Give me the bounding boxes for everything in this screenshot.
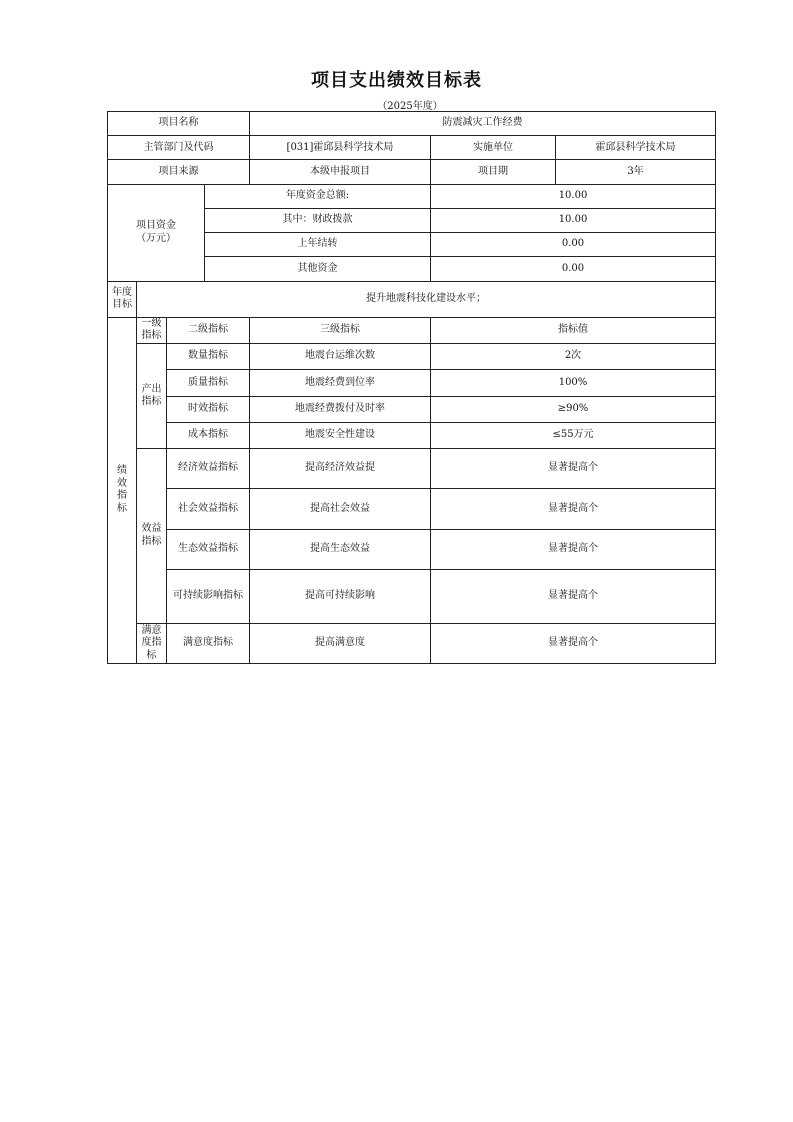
table-row (108, 422, 716, 448)
satisfaction-level2: 满意度指标 (167, 623, 250, 663)
table-row (108, 623, 716, 663)
project-name-value: 防震减灾工作经费 (250, 112, 716, 136)
benefit-label-line1: 效益 (141, 523, 162, 535)
funds-label-line2: （万元） (136, 232, 176, 244)
benefit-value: 显著提高个 (431, 570, 716, 623)
satisfaction-label-line: 标 (146, 649, 157, 661)
row-project-name (108, 112, 716, 136)
indicator-section-label (108, 317, 137, 663)
funds-fiscal-value: 10.00 (431, 208, 716, 232)
annual-goal-label-line2: 目标 (112, 299, 132, 311)
benefit-value: 显著提高个 (431, 529, 716, 569)
funds-total-value: 10.00 (431, 184, 716, 208)
period-label: 项目期 (431, 160, 556, 184)
annual-goal-value: 提升地震科技化建设水平； (137, 281, 716, 317)
funds-carryover-value: 0.00 (431, 233, 716, 257)
satisfaction-label-line: 度指 (141, 637, 162, 649)
row-funds-total (108, 184, 716, 208)
source-label: 项目来源 (108, 160, 250, 184)
output-value: 2次 (431, 344, 716, 370)
output-level2: 成本指标 (167, 422, 250, 448)
benefit-indicator-label (137, 449, 167, 624)
table-row (108, 344, 716, 370)
table-row (108, 570, 716, 623)
output-value: ≥90% (431, 396, 716, 422)
table-row (108, 396, 716, 422)
table-row (108, 449, 716, 489)
header-level1 (137, 317, 167, 343)
output-level3: 地震台运维次数 (250, 344, 431, 370)
row-source (108, 160, 716, 184)
benefit-value: 显著提高个 (431, 449, 716, 489)
funds-label (108, 184, 205, 281)
output-level2: 时效指标 (167, 396, 250, 422)
output-indicator-label (137, 344, 167, 449)
benefit-level2: 经济效益指标 (167, 449, 250, 489)
benefit-level3: 提高生态效益 (250, 529, 431, 569)
output-level3: 地震经费到位率 (250, 370, 431, 396)
source-value: 本级申报项目 (250, 160, 431, 184)
output-label-line2: 指标 (141, 396, 162, 408)
benefit-level3: 提高社会效益 (250, 489, 431, 529)
benefit-level2: 可持续影响指标 (167, 570, 250, 623)
impl-label: 实施单位 (431, 136, 556, 160)
dept-value: [031]霍邱县科学技术局 (250, 136, 431, 160)
period-value: 3年 (556, 160, 716, 184)
header-level1-line1: 一级 (141, 317, 162, 329)
benefit-level2: 生态效益指标 (167, 529, 250, 569)
page-title: 项目支出绩效目标表 (311, 70, 482, 91)
table-row (108, 529, 716, 569)
funds-other-value: 0.00 (431, 257, 716, 281)
output-value: 100% (431, 370, 716, 396)
benefit-label-line2: 指标 (141, 535, 162, 547)
row-department (108, 136, 716, 160)
output-level3: 地震经费拨付及时率 (250, 396, 431, 422)
annual-goal-label (108, 281, 137, 317)
output-value: ≤55万元 (431, 422, 716, 448)
dept-label: 主管部门及代码 (108, 136, 250, 160)
funds-fiscal-label: 其中：财政拨款 (205, 208, 431, 232)
output-level2: 数量指标 (167, 344, 250, 370)
header-level2: 二级指标 (167, 317, 250, 343)
funds-carryover-label: 上年结转 (205, 233, 431, 257)
satisfaction-value: 显著提高个 (431, 623, 716, 663)
row-indicator-header (108, 317, 716, 343)
project-name-label: 项目名称 (108, 112, 250, 136)
year-note: （2025年度） (377, 101, 443, 112)
output-label-line1: 产出 (141, 383, 162, 395)
header-level3: 三级指标 (250, 317, 431, 343)
row-annual-goal (108, 281, 716, 317)
indicator-section-char: 绩 (117, 465, 127, 477)
performance-target-table (107, 111, 716, 664)
satisfaction-indicator-label (137, 623, 167, 663)
benefit-level2: 社会效益指标 (167, 489, 250, 529)
table-row (108, 489, 716, 529)
benefit-value: 显著提高个 (431, 489, 716, 529)
impl-value: 霍邱县科学技术局 (556, 136, 716, 160)
funds-label-line1: 项目资金 (136, 220, 176, 232)
output-level3: 地震安全性建设 (250, 422, 431, 448)
funds-total-label: 年度资金总额: (205, 184, 431, 208)
header-value: 指标值 (431, 317, 716, 343)
indicator-section-char: 效 (117, 477, 127, 489)
indicator-section-char: 标 (117, 502, 127, 514)
funds-other-label: 其他资金 (205, 257, 431, 281)
annual-goal-label-line1: 年度 (112, 286, 132, 298)
indicator-section-char: 指 (117, 490, 127, 502)
benefit-level3: 提高可持续影响 (250, 570, 431, 623)
header-level1-line2: 指标 (141, 330, 162, 342)
satisfaction-level3: 提高满意度 (250, 623, 431, 663)
table-row (108, 370, 716, 396)
satisfaction-label-line: 满意 (141, 624, 162, 636)
output-level2: 质量指标 (167, 370, 250, 396)
benefit-level3: 提高经济效益提 (250, 449, 431, 489)
